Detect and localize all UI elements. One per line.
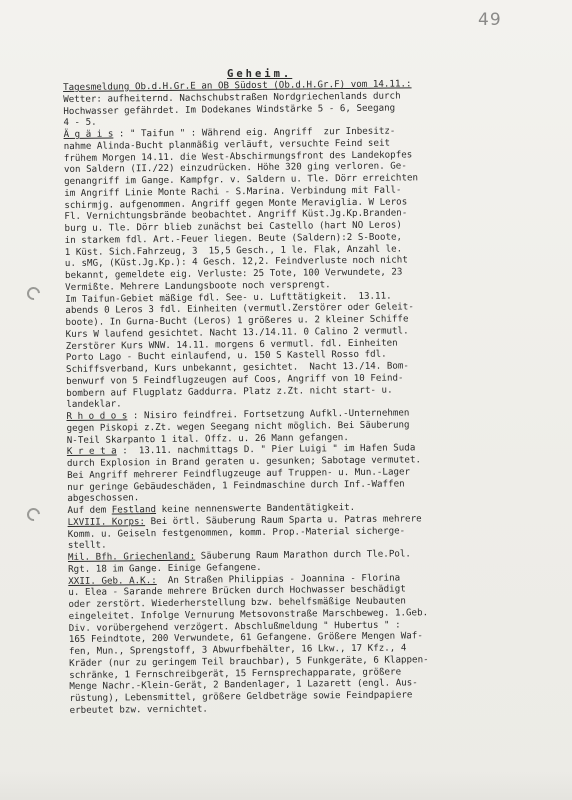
- line-text: abends 0 Leros 3 fdl. Einheiten (vermutl.Zerstörer oder Geleit-: [65, 301, 414, 317]
- line-text: in starkem fdl. Art.-Feuer liegen. Beute (Saldern):2 S-Boote,: [64, 231, 403, 246]
- underlined-heading: Ä g ä i s: [63, 128, 114, 140]
- line-text: Komm. u. Geiseln festgenommen, komm. Prop.-Material sicherge-: [67, 524, 406, 540]
- line-text: genangriff im Gange. Kampfgr. v. Saldern u. Tle. Dörr erreichten: [63, 172, 419, 187]
- line-text: boote). In Gurna-Bucht (Leros) 1 größeres u. 2 kleiner Schiffe: [65, 313, 409, 328]
- line-text: 1 Küst. Sich.Fahrzeug, 3 15,5 Gesch., 1 le. Flak, Anzahl le.: [64, 242, 403, 258]
- line-text: u. sMG, (Küst.Jg.Kp.): 4 Gesch. 12,2. Feindverluste noch nicht: [64, 254, 408, 270]
- line-text: 165 Feindtote, 200 Verwundete, 61 Gefangene. Größere Mengen Waf-: [68, 630, 423, 646]
- line-text: rüstung), Lebensmittel, größere Geldbeträge sowie Feindpapiere: [69, 689, 413, 704]
- line-text: An Straßen Philippias - Joannina - Florina: [156, 571, 401, 586]
- line-text: Div. vorübergehend verzögert. Abschlußmeldung " Hubertus " :: [68, 618, 401, 634]
- line-text: nur geringe Gebäudeschäden, 1 Feindmaschine durch Inf.-Waffen: [67, 477, 405, 493]
- line-text: gegen Piskopi z.Zt. wegen Seegang nicht möglich. Bei Säuberung: [66, 419, 410, 434]
- line-text: Porto Lago - Bucht einlaufend, u. 150 S Kastell Rosso fdl.: [65, 348, 387, 364]
- line-text: Bei örtl. Säuberung Raum Sparta u. Patras mehrere: [145, 513, 422, 527]
- line-text: Kräder (nur zu geringem Teil brauchbar), 5 Funkgeräte, 6 Klappen-: [69, 653, 429, 669]
- line-text: nahme Alinda-Bucht planmäßig verläuft, versuchte Feind seit: [63, 137, 391, 152]
- underlined-heading: LXVIII. Korps:: [67, 515, 146, 528]
- line-text: keine nennenswerte Bandentätigkeit.: [155, 501, 356, 516]
- line-text: Im Taifun-Gebiet mäßige fdl. See- u. Lufttätigkeit. 13.11.: [65, 290, 392, 305]
- line-text: Säuberung Raum Marathon durch Tle.Pol.: [195, 548, 411, 562]
- underlined-heading: XXII. Geb. A.K.:: [68, 574, 157, 587]
- punch-hole-mark-upper: [24, 284, 42, 302]
- line-text: bekannt, gemeldete eig. Verluste: 25 Tote, 100 Verwundete, 23: [64, 266, 403, 281]
- line-text: benwurf von 5 Feindflugzeugen auf Coos, Angriff von 10 Feind-: [66, 372, 404, 387]
- line-text: stellt.: [67, 539, 107, 552]
- line-text: : Nisiro feindfrei. Fortsetzung Aufkl.-Unternehmen: [127, 407, 410, 422]
- line-text: Fl. Vernichtungsbrände beobachtet. Angriff Küst.Jg.Kp.Branden-: [64, 207, 408, 223]
- line-text: burg u. Tle. Dörr blieb zunächst bei Castello (hart NO Leros): [64, 219, 402, 234]
- line-text: schirmjg. aufgenommen. Angriff gegen Monte Meraviglia. W Leros: [64, 195, 408, 211]
- line-text: : " Taifun " : Während eig. Angriff zur Inbesitz-: [113, 125, 396, 140]
- line-text: Kurs W laufend gesichtet. Nacht 13./14.11. 0 Calino 2 vermutl.: [65, 325, 409, 340]
- underlined-heading: Tagesmeldung Ob.d.H.Gr.E an OB Südost (Ob.d.H.Gr.F) vom 14.11.:: [63, 78, 412, 93]
- document-body: [63, 77, 520, 716]
- line-text: u. Elea - Sarande mehrere Brücken durch Hochwasser beschädigt: [68, 583, 406, 599]
- line-text: abgeschossen.: [67, 492, 140, 505]
- line-text: durch Explosion in Brand geraten u. gesunken; Sabotage vermutet.: [66, 454, 422, 469]
- document-title: Geheim.: [227, 68, 293, 80]
- line-text: fen, Mun., Sprengstoff, 3 Abwurfbehälter, 16 Lkw., 17 Kfz., 4: [68, 642, 407, 657]
- line-text: 4 - 5.: [63, 116, 97, 129]
- underlined-heading: R h o d o s: [66, 410, 128, 422]
- line-text: frühem Morgen 14.11. die West-Abschirmungsfront des Landekopfes: [63, 148, 413, 164]
- line-text: N-Teil Skarpanto 1 ital. Offz. u. 26 Mann gefangen.: [66, 431, 349, 446]
- line-text: Hochwasser gefährdet. Im Dodekanes Windstärke 5 - 6, Seegang: [63, 102, 396, 117]
- line-text: Schiffsverband, Kurs unbekannt, gesichtet. Nacht 13./14. Bom-: [65, 360, 410, 375]
- line-text: oder zerstört. Wiederherstellung bzw. behelfsmäßige Neubauten: [68, 595, 406, 610]
- line-text: Auf dem: [67, 504, 112, 516]
- line-text: landeklar.: [66, 398, 122, 411]
- underlined-heading: Festland: [111, 504, 157, 516]
- line-text: erbeutet bzw. vernichtet.: [69, 703, 208, 716]
- punch-hole-mark-lower: [24, 505, 42, 523]
- line-text: Zerstörer Kurs WNW. 14.11. morgens 6 vermutl. fdl. Einheiten: [65, 337, 398, 352]
- line-text: Wetter: aufheiternd. Nachschubstraßen Nordgriechenlands durch: [63, 90, 401, 105]
- paper-shading: [0, 770, 572, 800]
- line-text: Rgt. 18 im Gange. Einige Gefangene.: [68, 561, 262, 575]
- line-text: eingeleitet. Infolge Vernurung Metsovonstraße Marschbeweg. 1.Geb.: [68, 606, 429, 622]
- line-text: : 13.11. nachmittags D. " Pier Luigi " im Hafen Suda: [116, 442, 416, 457]
- underlined-heading: Mil. Bfh. Griechenland:: [67, 550, 196, 563]
- page-number: 49: [478, 10, 502, 30]
- underlined-heading: K r e t a: [66, 445, 117, 458]
- line-text: von Saldern (II./22) einzudrücken. Höhe 320 ging verloren. Ge-: [63, 160, 407, 176]
- line-text: Vermißte. Mehrere Landungsboote noch versprengt.: [65, 278, 331, 293]
- line-text: schränke, 1 Fernschreibgerät, 15 Fernsprechapparate, größere: [69, 665, 402, 681]
- line-text: Bei Angriff mehrerer Feindflugzeuge auf Truppen- u. Mun.-Lager: [67, 466, 411, 481]
- line-text: bombern auf Flugplatz Gaddurra. Platz z.Zt. nicht start- u.: [66, 384, 393, 399]
- line-text: Menge Nachr.-Klein-Gerät, 2 Bandenlager, 1 Lazarett (engl. Aus-: [69, 677, 418, 693]
- line-text: im Angriff Linie Monte Rachi - S.Marina. Verbindung mit Fall-: [64, 184, 402, 199]
